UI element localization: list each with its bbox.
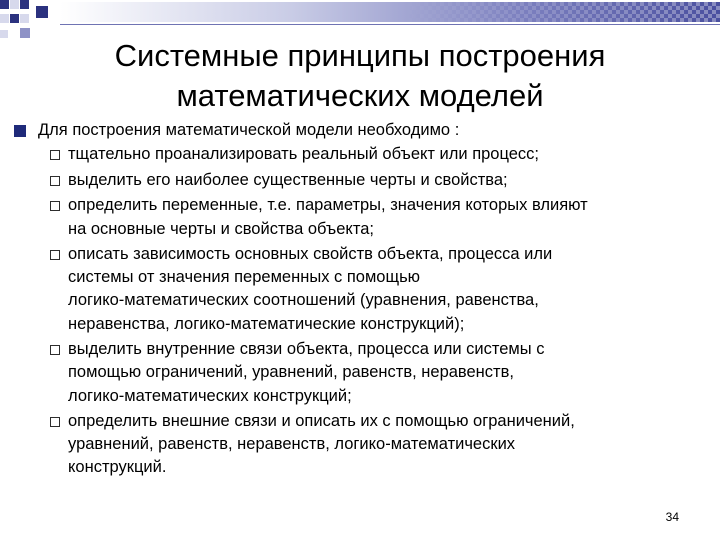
corner-square [20, 0, 29, 9]
list-item-text: выделить внутренние связи объекта, процесса или системы с помощью ограничений, уравнений, равенств, неравенств, логико-математических конструкций; [68, 340, 545, 405]
intro-bullet [12, 119, 702, 141]
bullet-content [12, 119, 702, 480]
hollow-square-bullet-icon [50, 201, 60, 211]
header-rule [60, 24, 720, 25]
corner-square [20, 14, 29, 23]
header-checker-pattern [400, 2, 720, 22]
corner-square [36, 6, 48, 18]
list-item-text: тщательно проанализировать реальный объект или процесс; [68, 145, 540, 164]
slide-title: Системные принципы построения математических моделей [114, 38, 606, 113]
list-item [50, 243, 702, 336]
corner-square [0, 0, 9, 9]
corner-square [10, 14, 19, 23]
hollow-square-bullet-icon [50, 345, 60, 355]
hollow-square-bullet-icon [50, 176, 60, 186]
list-item [50, 410, 702, 480]
hollow-square-bullet-icon [50, 417, 60, 427]
list-item-text: выделить его наиболее существенные черты и свойства; [68, 170, 508, 189]
list-item [50, 143, 702, 166]
page-number: 34 [665, 510, 679, 524]
corner-square [0, 30, 8, 38]
list-item-text: описать зависимость основных свойств объекта, процесса или системы от значения переменных с помощью логико-математических соотношений (уравнения, равенства, неравенства, логико-математические конструкций); [68, 245, 553, 333]
intro-text: Для построения математической модели необходимо : [38, 121, 460, 139]
hollow-square-bullet-icon [50, 150, 60, 160]
list-item [50, 169, 702, 192]
list-item-text: определить переменные, т.е. параметры, значения которых влияют на основные черты и свойства объекта; [68, 196, 588, 238]
corner-squares-decoration [0, 0, 60, 50]
header-gradient-bar [60, 0, 720, 36]
square-bullet-icon [14, 125, 26, 137]
list-item-text: определить внешние связи и описать их с помощью ограничений, уравнений, равенств, неравенств, логико-математических конструкций. [68, 412, 575, 477]
list-item [50, 338, 702, 408]
list-item [50, 194, 702, 240]
hollow-square-bullet-icon [50, 250, 60, 260]
corner-square [0, 14, 9, 23]
corner-square [20, 28, 30, 38]
corner-square [10, 0, 19, 9]
